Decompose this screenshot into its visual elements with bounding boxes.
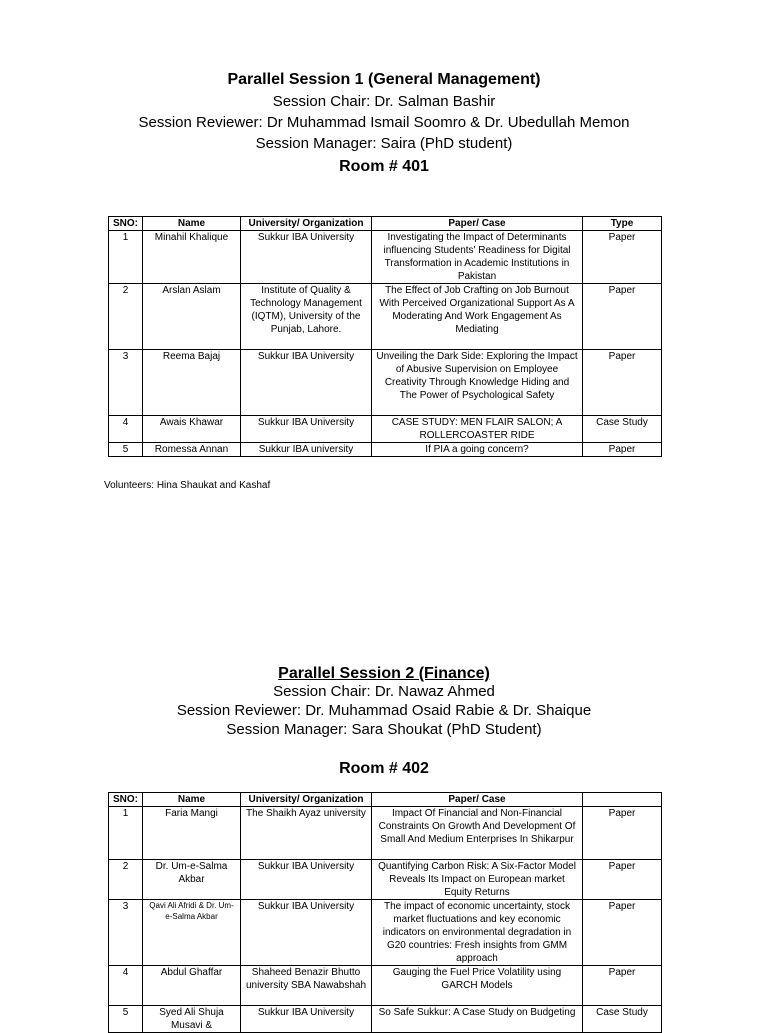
table-row [109,807,662,860]
cell-name: Arslan Aslam [143,284,241,350]
cell-type: Paper [583,860,662,900]
session1-title: Parallel Session 1 (General Management) [227,71,541,88]
cell-type: Paper [583,966,662,1006]
cell-org: Sukkur IBA University [241,860,372,900]
cell-type: Paper [583,231,662,284]
header-name: Name [143,793,241,807]
cell-sno: 2 [109,284,143,350]
cell-name: Awais Khawar [143,416,241,443]
table-row [109,416,662,443]
table-row [109,860,662,900]
session2-table [108,792,662,1033]
cell-sno: 1 [109,807,143,860]
session2-chair: Session Chair: Dr. Nawaz Ahmed [273,683,495,700]
cell-org: Sukkur IBA University [241,1006,372,1033]
cell-name: Syed Ali Shuja Musavi & [143,1006,241,1033]
cell-name: Romessa Annan [143,443,241,457]
cell-paper: Investigating the Impact of Determinants influencing Students' Readiness for Digital Transformation in Academic Institutions in Pakistan [372,231,583,284]
cell-name: Reema Bajaj [143,350,241,416]
session2-title: Parallel Session 2 (Finance) [278,665,490,682]
table-header-row [109,217,662,231]
cell-sno: 4 [109,966,143,1006]
cell-type: Case Study [583,416,662,443]
session2-room: Room # 402 [339,760,429,777]
session1-chair: Session Chair: Dr. Salman Bashir [272,93,496,110]
cell-paper: Quantifying Carbon Risk: A Six-Factor Model Reveals Its Impact on European market Equity Returns [372,860,583,900]
session1-table [108,216,662,457]
cell-name: Faria Mangi [143,807,241,860]
cell-paper: Impact Of Financial and Non-Financial Constraints On Growth And Development Of Small And Medium Enterprises In Shikarpur [372,807,583,860]
header-paper: Paper/ Case [372,793,583,807]
cell-sno: 4 [109,416,143,443]
cell-sno: 5 [109,1006,143,1033]
cell-paper: Unveiling the Dark Side: Exploring the Impact of Abusive Supervision on Employee Creativity Through Knowledge Hiding and The Power of Psychological Safety [372,350,583,416]
table-row [109,900,662,966]
table-row [109,231,662,284]
cell-name: Qavi Ali Afridi & Dr. Um-e-Salma Akbar [143,900,241,966]
cell-org: Sukkur IBA university [241,443,372,457]
cell-org: Sukkur IBA University [241,231,372,284]
cell-paper: CASE STUDY: MEN FLAIR SALON; A ROLLERCOASTER RIDE [372,416,583,443]
cell-paper: The impact of economic uncertainty, stock market fluctuations and key economic indicators on environmental degradation in G20 countries: Fresh insights from GMM approach [372,900,583,966]
cell-type: Paper [583,443,662,457]
cell-sno: 2 [109,860,143,900]
session1-room: Room # 401 [339,158,429,175]
cell-paper: So Safe Sukkur: A Case Study on Budgeting [372,1006,583,1033]
header-type [583,793,662,807]
cell-paper: If PIA a going concern? [372,443,583,457]
header-name: Name [143,217,241,231]
cell-name: Minahil Khalique [143,231,241,284]
cell-org: Institute of Quality & Technology Management (IQTM), University of the Punjab, Lahore. [241,284,372,350]
cell-paper: Gauging the Fuel Price Volatility using GARCH Models [372,966,583,1006]
cell-sno: 3 [109,350,143,416]
cell-type: Paper [583,807,662,860]
table-row [109,966,662,1006]
table-header-row [109,793,662,807]
header-sno: SNO: [109,217,143,231]
cell-paper: The Effect of Job Crafting on Job Burnout With Perceived Organizational Support As A Moderating And Work Engagement As Mediating [372,284,583,350]
table-row [109,284,662,350]
cell-type: Paper [583,350,662,416]
session1-reviewer: Session Reviewer: Dr Muhammad Ismail Soomro & Dr. Ubedullah Memon [138,114,630,131]
cell-type: Case Study [583,1006,662,1033]
session1-manager: Session Manager: Saira (PhD student) [255,135,513,152]
cell-org: The Shaikh Ayaz university [241,807,372,860]
session2-manager: Session Manager: Sara Shoukat (PhD Student) [226,721,542,738]
cell-org: Sukkur IBA University [241,350,372,416]
table-row [109,443,662,457]
header-org: University/ Organization [241,217,372,231]
header-sno: SNO: [109,793,143,807]
cell-sno: 3 [109,900,143,966]
cell-type: Paper [583,284,662,350]
cell-org: Sukkur IBA University [241,900,372,966]
session2-reviewer: Session Reviewer: Dr. Muhammad Osaid Rabie & Dr. Shaique [176,702,592,719]
header-type: Type [583,217,662,231]
table-row [109,350,662,416]
cell-org: Sukkur IBA University [241,416,372,443]
cell-sno: 5 [109,443,143,457]
cell-org: Shaheed Benazir Bhutto university SBA Nawabshah [241,966,372,1006]
cell-sno: 1 [109,231,143,284]
volunteers-note: Volunteers: Hina Shaukat and Kashaf [104,480,271,491]
header-paper: Paper/ Case [372,217,583,231]
header-org: University/ Organization [241,793,372,807]
cell-name: Dr. Um-e-Salma Akbar [143,860,241,900]
cell-name: Abdul Ghaffar [143,966,241,1006]
table-row [109,1006,662,1033]
cell-type: Paper [583,900,662,966]
